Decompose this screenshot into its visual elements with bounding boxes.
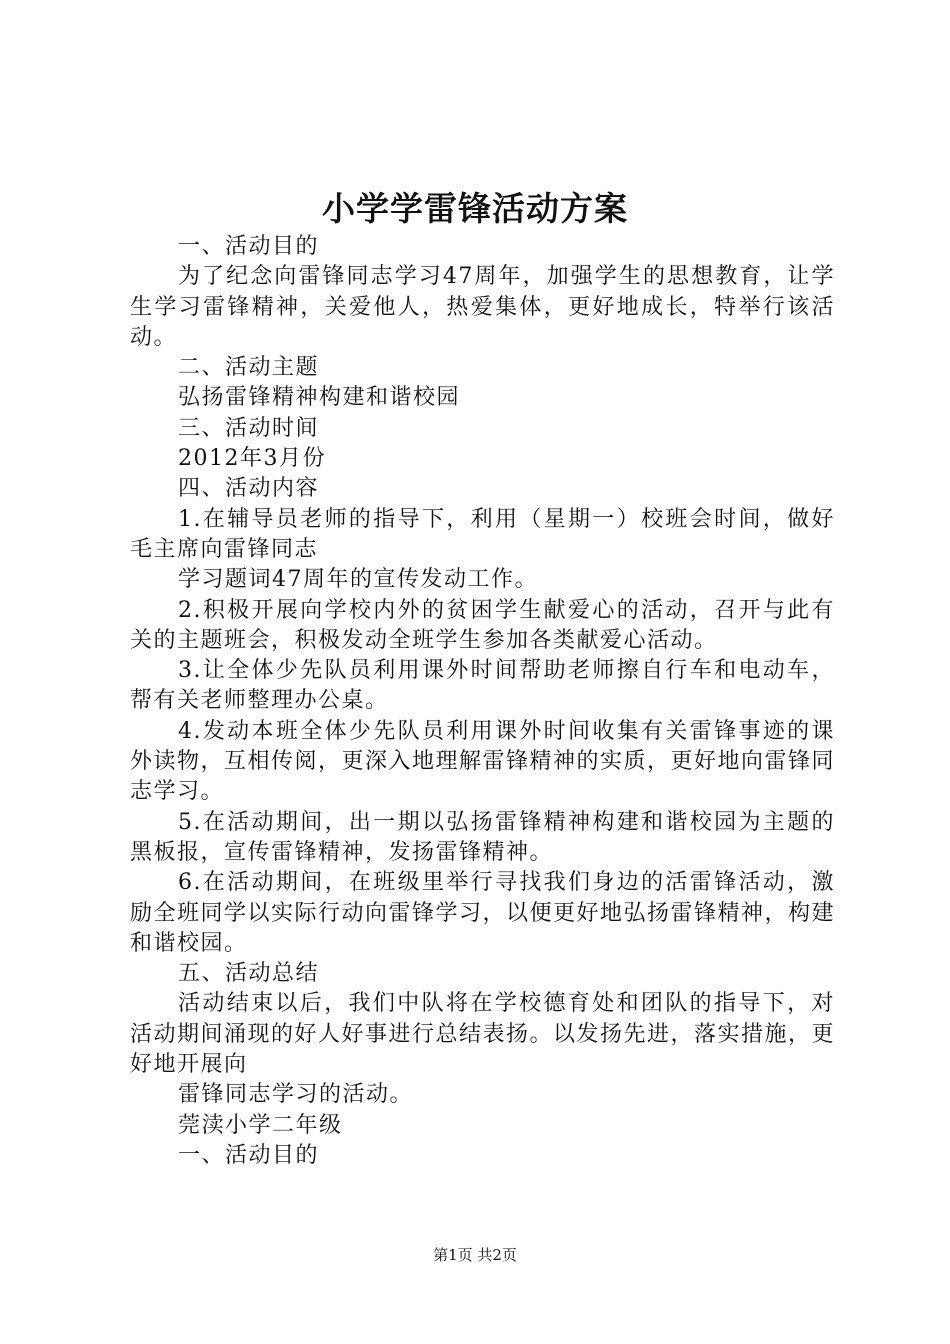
paragraph-summary-continued: 雷锋同志学习的活动。 bbox=[178, 1082, 414, 1108]
content-item-1-continued: 学习题词47周年的宣传发动工作。 bbox=[178, 567, 538, 593]
content-item-6: 6.在活动期间，在班级里举行寻找我们身边的活雷锋活动，激励全班同学以实际行动向雷锋学习，以便更好地弘扬雷锋精神，构建和谐校园。 bbox=[130, 870, 836, 956]
section-heading-purpose: 一、活动目的 bbox=[178, 234, 320, 259]
school-class-signature: 莞渎小学二年级 bbox=[178, 1112, 343, 1138]
paragraph-summary: 活动结束以后，我们中队将在学校德育处和团队的指导下，对活动期间涌现的好人好事进行总结表扬。以发扬先进，落实措施，更好地开展向 bbox=[130, 991, 836, 1078]
section-heading-summary: 五、活动总结 bbox=[178, 961, 320, 987]
content-item-1: 1.在辅导员老师的指导下，利用（星期一）校班会时间，做好毛主席向雷锋同志 bbox=[130, 506, 835, 562]
content-item-3: 3.让全体少先队员利用课外时间帮助老师擦自行车和电动车，帮有关老师整理办公桌。 bbox=[130, 658, 835, 714]
document-body bbox=[130, 232, 835, 1171]
paragraph-theme: 弘扬雷锋精神构建和谐校园 bbox=[178, 385, 461, 411]
section-heading-time: 三、活动时间 bbox=[178, 415, 320, 441]
document-title: 小学学雷锋活动方案 bbox=[322, 189, 628, 228]
paragraph-purpose: 为了纪念向雷锋同志学习47周年，加强学生的思想教育，让学生学习雷锋精神，关爱他人，热爱集体，更好地成长，特举行该活动。 bbox=[130, 264, 835, 350]
section-heading-content: 四、活动内容 bbox=[178, 476, 320, 502]
paragraph-time: 2012年3月份 bbox=[178, 446, 326, 472]
content-item-4: 4.发动本班全体少先队员利用课外时间收集有关雷锋事迹的课外读物，互相传阅，更深入地理解雷锋精神的实质，更好地向雷锋同志学习。 bbox=[130, 718, 836, 805]
page-indicator: 第1页 共2页 bbox=[433, 1246, 517, 1264]
section-heading-purpose-repeat: 一、活动目的 bbox=[178, 1142, 320, 1168]
page-footer bbox=[0, 1240, 950, 1270]
content-item-2: 2.积极开展向学校内外的贫困学生献爱心的活动，召开与此有关的主题班会，积极发动全班学生参加各类献爱心活动。 bbox=[130, 597, 835, 653]
content-item-5: 5.在活动期间，出一期以弘扬雷锋精神构建和谐校园为主题的黑板报，宣传雷锋精神，发扬雷锋精神。 bbox=[130, 809, 835, 865]
section-heading-theme: 二、活动主题 bbox=[178, 355, 320, 381]
